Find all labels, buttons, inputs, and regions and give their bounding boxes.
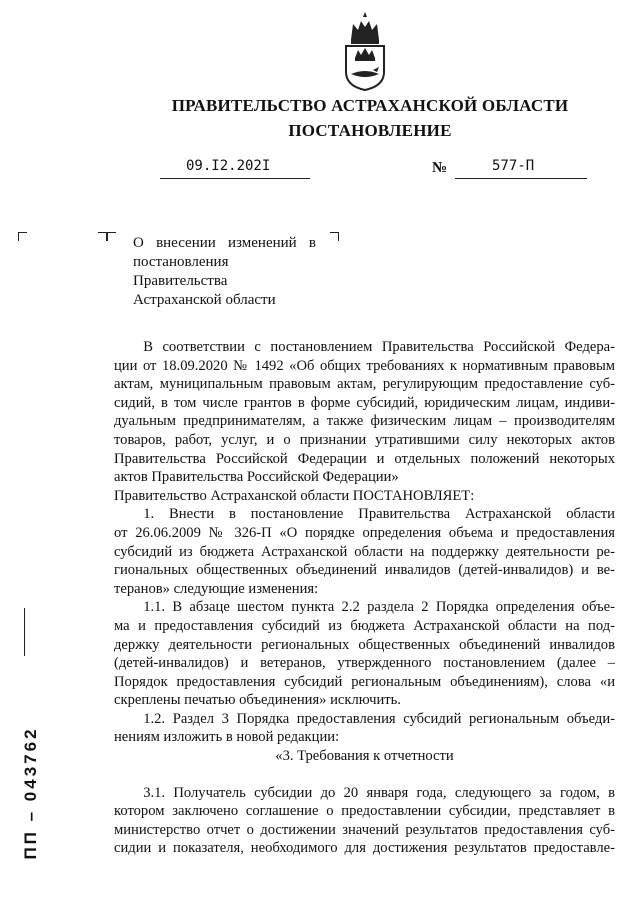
margin-mark	[24, 608, 25, 656]
body-line: 1. Внести в постановление Правительства Астраханской области	[114, 506, 615, 523]
body-line: (детей-инвалидов) и ветеранов, утвержденного постановлением (далее –	[114, 655, 615, 672]
decree-body	[114, 338, 615, 858]
body-line: субсидий из бюджета Астраханской области на поддержку деятельности ре-	[114, 543, 615, 560]
subject-corner-mark	[18, 232, 27, 241]
body-line: от 26.06.2009 № 326-П «О порядке определения объема и предоставления	[114, 524, 615, 541]
body-line: котором заключено соглашение о предоставлении субсидии, представляет в	[114, 803, 615, 820]
body-line: актам, муниципальным правовым актам, регулирующим предоставление суб-	[114, 376, 615, 393]
body-line: 1.2. Раздел 3 Порядка предоставления субсидий региональным объеди-	[114, 710, 615, 727]
serial-number: ПП – 043762	[21, 726, 40, 860]
date-underline	[160, 178, 310, 179]
number-sign: №	[432, 160, 448, 176]
number-underline	[455, 178, 587, 179]
subject-corner-mark	[107, 232, 116, 241]
body-line: 3.1. Получатель субсидии до 20 января года, следующего за годом, в	[114, 784, 615, 801]
body-line: дуальным предпринимателям, а также физическим лицам – производителям	[114, 413, 615, 430]
body-line: ции от 18.09.2020 № 1492 «Об общих требованиях к нормативным правовым	[114, 357, 615, 374]
government-name: ПРАВИТЕЛЬСТВО АСТРАХАНСКОЙ ОБЛАСТИ	[171, 96, 569, 115]
body-line	[114, 766, 615, 784]
body-line: В соответствии с постановлением Правительства Российской Федера-	[114, 339, 615, 355]
body-line: товаров, работ, услуг, и о признании утратившими силу некоторых актов	[114, 431, 615, 448]
subject-corner-mark	[98, 232, 107, 241]
serial-number-stamp	[18, 718, 44, 868]
body-line: Правительства Российской Федерации и отдельных положений некоторых	[114, 450, 615, 467]
subject-corner-mark	[330, 232, 339, 241]
coat-of-arms-icon	[343, 10, 387, 92]
body-line: ма и предоставления субсидий из бюджета Астраханской области на под-	[114, 617, 615, 634]
body-line: «3. Требования к отчетности	[275, 748, 454, 765]
body-line: Правительство Астраханской области ПОСТАНОВЛЯЕТ:	[114, 487, 475, 504]
decree-date: 09.I2.202I	[186, 158, 271, 174]
body-line: скреплены печатью объединения» исключить.	[114, 692, 401, 709]
decree-subject: О внесении изменений в постановления Правительства Астраханской области	[133, 235, 316, 308]
body-line: сидии и показателя, необходимого для достижения результатов предоставле-	[114, 840, 615, 857]
body-line: Порядок предоставления субсидий региональным объединениям), слова «и	[114, 673, 615, 690]
document-type: ПОСТАНОВЛЕНИЕ	[288, 121, 452, 140]
decree-number: 577-П	[492, 158, 535, 174]
body-line: гиональных общественных объединений инвалидов (детей-инвалидов) и ве-	[114, 562, 615, 579]
body-line: 1.1. В абзаце шестом пункта 2.2 раздела 2 Порядка определения объе-	[114, 599, 615, 616]
body-line: актов Правительства Российской Федерации»	[114, 469, 399, 486]
body-line: держку деятельности региональных общественных объединений инвалидов	[114, 636, 615, 653]
body-line: сидий, в том числе грантов в форме субсидий, юридическим лицам, индиви-	[114, 394, 615, 411]
body-line: министерство отчет о достижении значений результатов предоставления суб-	[114, 821, 615, 838]
body-line: нениям изложить в новой редакции:	[114, 729, 340, 746]
body-line: теранов» следующие изменения:	[114, 580, 319, 597]
